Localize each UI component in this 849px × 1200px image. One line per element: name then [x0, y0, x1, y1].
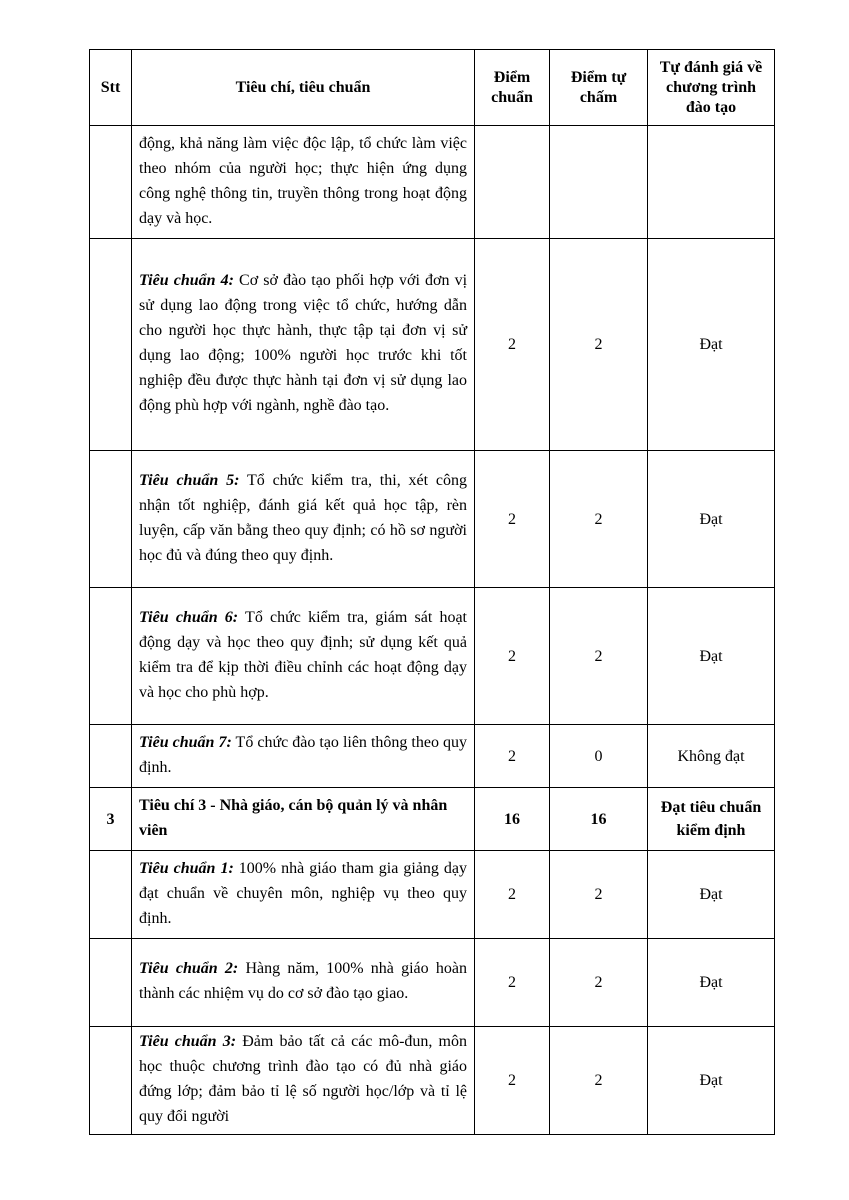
row-label: Tiêu chuẩn 6: [139, 608, 239, 626]
row-standard-points: 2 [475, 239, 550, 451]
row-stt [90, 451, 132, 588]
row-evaluation [648, 126, 775, 239]
row-evaluation: Đạt [648, 1027, 775, 1135]
table-header-row [90, 50, 775, 126]
row-standard-points: 2 [475, 588, 550, 725]
row-criteria [132, 851, 475, 939]
row-stt [90, 939, 132, 1027]
row-evaluation: Không đạt [648, 725, 775, 788]
header-self-points: Điểm tự chấm [550, 50, 648, 126]
criteria-table [89, 49, 775, 1135]
row-criteria [132, 1027, 475, 1135]
row-criteria [132, 126, 475, 239]
row-criteria [132, 451, 475, 588]
table-row [90, 788, 775, 851]
row-label: Tiêu chuẩn 7: [139, 733, 232, 751]
row-standard-points: 16 [475, 788, 550, 851]
header-stt: Stt [90, 50, 132, 126]
row-criteria [132, 239, 475, 451]
row-text: động, khả năng làm việc độc lập, tổ chức làm việc theo nhóm của người học; thực hiện ứng dụng công nghệ thông tin, truyền thông trong hoạt động dạy và học. [139, 134, 467, 227]
row-criteria [132, 788, 475, 851]
row-standard-points: 2 [475, 1027, 550, 1135]
row-self-points: 16 [550, 788, 648, 851]
table-row [90, 939, 775, 1027]
row-label: Tiêu chuẩn 4: [139, 272, 234, 289]
row-evaluation: Đạt [648, 851, 775, 939]
row-standard-points: 2 [475, 851, 550, 939]
row-self-points [550, 126, 648, 239]
table-row [90, 126, 775, 239]
table-row [90, 451, 775, 588]
row-stt [90, 1027, 132, 1135]
table-row [90, 725, 775, 788]
row-standard-points: 2 [475, 939, 550, 1027]
row-standard-points: 2 [475, 725, 550, 788]
row-stt [90, 725, 132, 788]
row-criteria [132, 725, 475, 788]
row-self-points: 2 [550, 588, 648, 725]
row-text: 100% nhà giáo tham gia giảng dạy đạt chuẩn về chuyên môn, nghiệp vụ theo quy định. [139, 859, 468, 927]
table-row [90, 1027, 775, 1135]
row-text: Tiêu chí 3 - Nhà giáo, cán bộ quản lý và nhân viên [139, 796, 448, 839]
row-stt [90, 588, 132, 725]
row-label: Tiêu chuẩn 3: [139, 1033, 237, 1050]
row-evaluation: Đạt [648, 239, 775, 451]
table-row [90, 851, 775, 939]
row-evaluation: Đạt [648, 588, 775, 725]
row-stt: 3 [90, 788, 132, 851]
row-text: Tổ chức kiểm tra, giám sát hoạt động dạy và học theo quy định; sử dụng kết quả kiểm tra để kịp thời điều chỉnh các hoạt động dạy và học cho phù hợp. [139, 608, 468, 701]
row-evaluation: Đạt [648, 939, 775, 1027]
row-text: Đảm bảo tất cả các mô-đun, môn học thuộc chương trình đào tạo có đủ nhà giáo đứng lớp; đảm bảo tỉ lệ số người học/lớp và tỉ lệ quy đổi người [139, 1033, 468, 1125]
row-label: Tiêu chuẩn 1: [139, 859, 234, 877]
row-criteria [132, 939, 475, 1027]
header-standard-points: Điểm chuẩn [475, 50, 550, 126]
row-text: Tổ chức đào tạo liên thông theo quy định. [139, 733, 468, 776]
row-evaluation: Đạt [648, 451, 775, 588]
row-text: Cơ sở đào tạo phối hợp với đơn vị sử dụng lao động trong việc tổ chức, hướng dẫn cho người học thực hành, thực tập tại đơn vị sử dụng lao động; 100% người học trước khi tốt nghiệp đều được thực hành tại đơn vị sử dụng lao động phù hợp với ngành, nghề đào tạo. [139, 272, 468, 414]
row-self-points: 2 [550, 451, 648, 588]
row-standard-points: 2 [475, 451, 550, 588]
row-stt [90, 239, 132, 451]
table-row [90, 239, 775, 451]
row-label: Tiêu chuẩn 5: [139, 471, 240, 489]
row-stt [90, 851, 132, 939]
row-label: Tiêu chuẩn 2: [139, 960, 239, 977]
row-self-points: 2 [550, 1027, 648, 1135]
row-text: Hàng năm, 100% nhà giáo hoàn thành các nhiệm vụ do cơ sở đào tạo giao. [139, 960, 468, 1002]
row-self-points: 2 [550, 851, 648, 939]
header-self-evaluation: Tự đánh giá về chương trình đào tạo [648, 50, 775, 126]
table-row [90, 588, 775, 725]
row-evaluation: Đạt tiêu chuẩn kiểm định [648, 788, 775, 851]
row-self-points: 2 [550, 239, 648, 451]
row-criteria [132, 588, 475, 725]
header-criteria: Tiêu chí, tiêu chuẩn [132, 50, 475, 126]
row-standard-points [475, 126, 550, 239]
row-self-points: 2 [550, 939, 648, 1027]
row-text: Tổ chức kiểm tra, thi, xét công nhận tốt nghiệp, đánh giá kết quả học tập, rèn luyện, cấp văn bằng theo quy định; có hồ sơ người học đủ và đúng theo quy định. [139, 471, 468, 564]
row-stt [90, 126, 132, 239]
row-self-points: 0 [550, 725, 648, 788]
